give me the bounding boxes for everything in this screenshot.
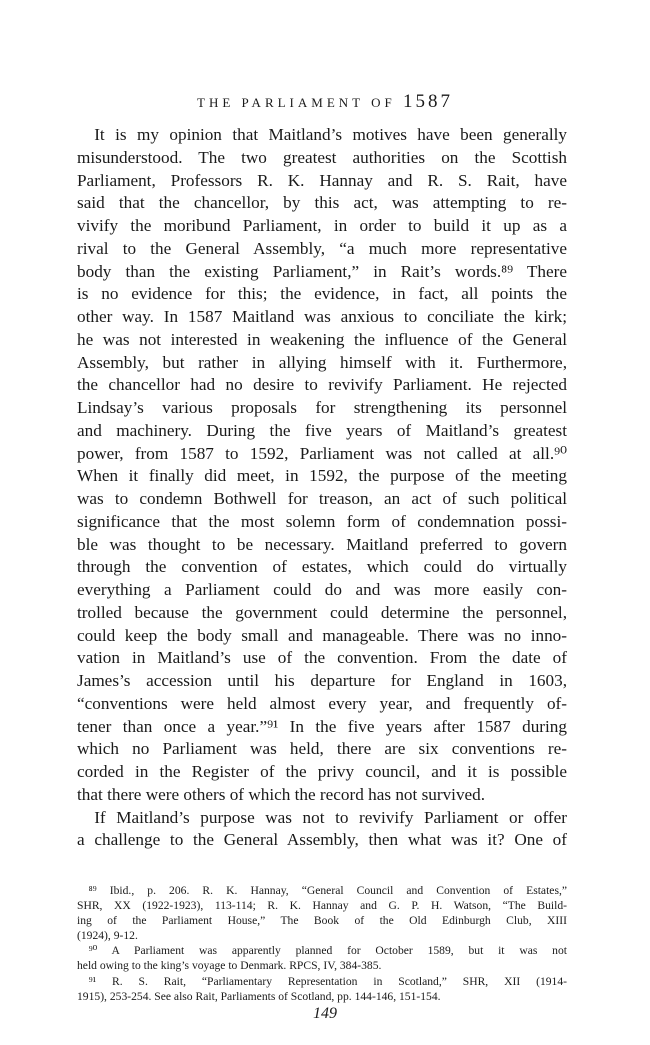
body-line: corded in the Register of the privy council, and it is possible bbox=[77, 762, 567, 781]
body-line: the chancellor had no desire to revivify Parliament. He rejected bbox=[77, 375, 567, 395]
body-line: If Maitland’s purpose was not to revivify Parliament or offer bbox=[77, 807, 567, 827]
body-line: a challenge to the General Assembly, then what was it? One of bbox=[77, 830, 567, 850]
body-line: everything a Parliament could do and was more easily con- bbox=[77, 580, 567, 599]
body-text bbox=[77, 124, 567, 852]
footnote-line: ⁹⁰ A Parliament was apparently planned for October 1589, but it was not bbox=[77, 944, 567, 958]
body-line: ble was thought to be necessary. Maitland preferred to govern bbox=[77, 534, 567, 554]
body-line: other way. In 1587 Maitland was anxious to conciliate the kirk; bbox=[77, 307, 567, 326]
body-line: vivify the moribund Parliament, in order to build it up as a bbox=[77, 216, 567, 235]
body-line: significance that the most solemn form of condemnation possi- bbox=[77, 511, 567, 531]
body-line: misunderstood. The two greatest authorities on the Scottish bbox=[77, 147, 567, 167]
footnote-line: 1915), 253-254. See also Rait, Parliaments of Scotland, pp. 144-146, 151-154. bbox=[77, 989, 441, 1003]
footnote-line: ing of the Parliament House,” The Book of the Old Edinburgh Club, XIII bbox=[77, 914, 567, 928]
body-line: Lindsay’s various proposals for strengthening its personnel bbox=[77, 398, 567, 417]
body-line: body than the existing Parliament,” in Rait’s words.⁸⁹ There bbox=[77, 261, 567, 281]
body-line: he was not interested in weakening the influence of the General bbox=[77, 329, 567, 349]
footnote-line: held owing to the king’s voyage to Denmark. RPCS, IV, 384-385. bbox=[77, 959, 382, 973]
page-number: 149 bbox=[313, 1005, 337, 1022]
body-line: is no evidence for this; the evidence, in fact, all points the bbox=[77, 284, 567, 304]
body-line: James’s accession until his departure for England in 1603, bbox=[77, 671, 567, 690]
footnotes bbox=[77, 883, 567, 1004]
running-head-title: THE PARLIAMENT OF bbox=[197, 95, 396, 110]
body-line: When it finally did meet, in 1592, the purpose of the meeting bbox=[77, 466, 567, 486]
body-line: Parliament, Professors R. K. Hannay and R. S. Rait, have bbox=[77, 170, 567, 190]
body-line: tener than once a year.”⁹¹ In the five years after 1587 during bbox=[77, 716, 567, 736]
footnote-line: (1924), 9-12. bbox=[77, 929, 138, 943]
body-line: Assembly, but rather in allying himself with it. Furthermore, bbox=[77, 352, 567, 372]
body-line: through the convention of estates, which could do virtually bbox=[77, 557, 567, 577]
running-head bbox=[0, 92, 650, 113]
footnote-line: ⁸⁹ Ibid., p. 206. R. K. Hannay, “General Council and Convention of Estates,” bbox=[77, 884, 567, 897]
body-line: that there were others of which the record has not survived. bbox=[77, 784, 486, 804]
body-line: power, from 1587 to 1592, Parliament was not called at all.⁹⁰ bbox=[77, 443, 567, 463]
body-line: and machinery. During the five years of Maitland’s greatest bbox=[77, 420, 567, 440]
body-line: trolled because the government could determine the personnel, bbox=[77, 602, 567, 622]
body-line: was to condemn Bothwell for treason, an act of such political bbox=[77, 489, 567, 508]
footnote-line: ⁹¹ R. S. Rait, “Parliamentary Representation in Scotland,” SHR, XII (1914- bbox=[77, 974, 567, 988]
footnote-line: SHR, XX (1922-1923), 113-114; R. K. Hannay and G. P. H. Watson, “The Build- bbox=[77, 899, 567, 913]
body-line: rival to the General Assembly, “a much more representative bbox=[77, 238, 567, 258]
running-head-year: 1587 bbox=[403, 91, 453, 112]
body-line: “conventions were held almost every year, and frequently of- bbox=[77, 693, 567, 713]
body-line: It is my opinion that Maitland’s motives have been generally bbox=[77, 125, 567, 144]
body-line: said that the chancellor, by this act, was attempting to re- bbox=[77, 193, 567, 213]
body-line: could keep the body small and manageable. There was no inno- bbox=[77, 625, 567, 645]
body-line: which no Parliament was held, there are six conventions re- bbox=[77, 739, 567, 759]
body-line: vation in Maitland’s use of the convention. From the date of bbox=[77, 648, 567, 668]
